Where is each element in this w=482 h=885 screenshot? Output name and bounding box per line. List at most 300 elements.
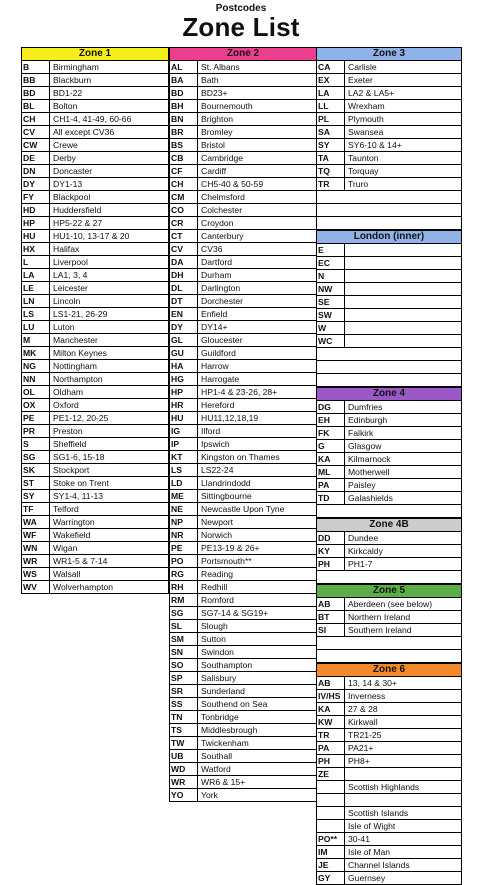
postcode-area: BN (170, 113, 198, 125)
postcode-row (21, 230, 169, 243)
empty-row (316, 505, 462, 518)
postcode-row (21, 61, 169, 74)
postcode-area: S (22, 438, 50, 450)
area-name: Slough (201, 621, 228, 631)
postcode-row (316, 152, 462, 165)
area-name: Channel Islands (348, 860, 410, 870)
area-name: Bath (201, 75, 219, 85)
area-name: Chelmsford (201, 192, 245, 202)
area-name: Galashields (348, 493, 393, 503)
postcode-area: TN (170, 711, 198, 723)
area-name: Nottingham (53, 361, 97, 371)
postcode-area: WF (22, 529, 50, 541)
postcode-row (169, 360, 317, 373)
postcode-row (21, 399, 169, 412)
postcode-area: ME (170, 490, 198, 502)
postcode-area: IG (170, 425, 198, 437)
postcode-area: BL (22, 100, 50, 112)
postcode-area: CV (22, 126, 50, 138)
postcode-row (169, 594, 317, 607)
postcode-area: W (317, 322, 345, 334)
area-name: Swansea (348, 127, 384, 137)
postcode-row (316, 690, 462, 703)
postcode-area: SI (317, 624, 345, 636)
area-name: Luton (53, 322, 75, 332)
postcode-area: NR (170, 529, 198, 541)
postcode-row (169, 178, 317, 191)
postcode-row (21, 451, 169, 464)
postcode-area: AB (317, 598, 345, 610)
postcode-row (21, 152, 169, 165)
postcode-area: KA (317, 453, 345, 465)
postcode-area: HX (22, 243, 50, 255)
area-name: Scottish Islands (348, 808, 409, 818)
area-name: Dartford (201, 257, 233, 267)
area-name: Truro (348, 179, 369, 189)
postcode-area: DH (170, 269, 198, 281)
postcode-area: CR (170, 217, 198, 229)
postcode-area: CA (317, 61, 345, 73)
postcode-row (169, 152, 317, 165)
area-name: 27 & 28 (348, 704, 378, 714)
postcode-area (317, 820, 345, 832)
postcode-row (316, 624, 462, 637)
postcode-row (316, 846, 462, 859)
area-name: All except CV36 (53, 127, 115, 137)
postcode-area: BT (317, 611, 345, 623)
postcode-area: LL (317, 100, 345, 112)
postcode-row (21, 516, 169, 529)
postcode-area: SY (22, 490, 50, 502)
postcode-row (169, 646, 317, 659)
area-name (345, 309, 461, 321)
area-name: Ipswich (201, 439, 230, 449)
area-name: Blackburn (53, 75, 92, 85)
postcode-area: ML (317, 466, 345, 478)
postcode-area: PA (317, 742, 345, 754)
postcode-row (169, 750, 317, 763)
postcode-area: LE (22, 282, 50, 294)
postcode-area: HU (22, 230, 50, 242)
area-name: Sheffield (53, 439, 87, 449)
postcode-row (169, 503, 317, 516)
postcode-area: SG (170, 607, 198, 619)
postcode-row (169, 165, 317, 178)
postcode-area: WD (170, 763, 198, 775)
postcode-area: WN (22, 542, 50, 554)
postcode-area: WR (170, 776, 198, 788)
postcode-area (317, 807, 345, 819)
area-name: CV36 (201, 244, 223, 254)
postcode-row (169, 581, 317, 594)
postcode-row (316, 479, 462, 492)
postcode-area: DG (317, 401, 345, 413)
area-name: Milton Keynes (53, 348, 107, 358)
postcode-area: SN (170, 646, 198, 658)
area-name: Plymouth (348, 114, 384, 124)
postcode-row (21, 477, 169, 490)
area-name: CH5-40 & 50-59 (201, 179, 264, 189)
postcode-area: HA (170, 360, 198, 372)
area-name (345, 270, 461, 282)
area-name: 13, 14 & 30+ (348, 678, 397, 688)
area-name: Newcastle Upon Tyne (201, 504, 285, 514)
area-name: Dundee (348, 533, 379, 543)
postcode-row (169, 737, 317, 750)
area-name: Stockport (53, 465, 90, 475)
area-name: Guernsey (348, 873, 386, 883)
area-name: Oxford (53, 400, 79, 410)
empty-row (316, 348, 462, 361)
postcode-area: NG (22, 360, 50, 372)
area-name: SY1-4, 11-13 (53, 491, 104, 501)
area-name: CH1-4, 41-49, 60-66 (53, 114, 132, 124)
postcode-area: EX (317, 74, 345, 86)
postcode-row (316, 139, 462, 152)
postcode-row (169, 633, 317, 646)
area-name: Southern Ireland (348, 625, 412, 635)
postcode-row (316, 113, 462, 126)
zone5-header: Zone 5 (316, 584, 462, 598)
postcode-area: PH (317, 755, 345, 767)
postcode-row (169, 269, 317, 282)
postcode-row (169, 191, 317, 204)
postcode-row (169, 347, 317, 360)
empty-row (316, 637, 462, 650)
area-name: Halifax (53, 244, 80, 254)
area-name: Kirkcaldy (348, 546, 383, 556)
postcode-area: NP (170, 516, 198, 528)
london-header: London (inner) (316, 230, 462, 244)
area-name: Canterbury (201, 231, 244, 241)
area-name: Falkirk (348, 428, 374, 438)
postcode-area: BA (170, 74, 198, 86)
area-name: Motherwell (348, 467, 390, 477)
postcode-row (169, 529, 317, 542)
postcode-area: LS (22, 308, 50, 320)
postcode-row (169, 711, 317, 724)
postcode-row (169, 620, 317, 633)
postcode-area: LS (170, 464, 198, 476)
postcode-area: HR (170, 399, 198, 411)
postcode-row (316, 872, 462, 885)
area-name: HU1-10, 13-17 & 20 (53, 231, 130, 241)
area-name: Guildford (201, 348, 236, 358)
postcode-area: AB (317, 677, 345, 689)
postcode-row (169, 87, 317, 100)
area-name: Stoke on Trent (53, 478, 109, 488)
postcode-row (21, 139, 169, 152)
postcode-row (316, 794, 462, 807)
postcode-area: PO (170, 555, 198, 567)
postcode-row (169, 113, 317, 126)
area-name: Swindon (201, 647, 234, 657)
area-name: Bolton (53, 101, 78, 111)
postcode-area: KA (317, 703, 345, 715)
postcode-row (316, 126, 462, 139)
postcode-row (21, 113, 169, 126)
postcode-area: UB (170, 750, 198, 762)
postcode-row (316, 309, 462, 322)
area-name: Norwich (201, 530, 233, 540)
area-name: Colchester (201, 205, 243, 215)
area-name: LA2 & LA5+ (348, 88, 395, 98)
zone3-header: Zone 3 (316, 47, 462, 61)
postcode-area: SO (170, 659, 198, 671)
postcode-row (316, 466, 462, 479)
postcode-area: TS (170, 724, 198, 736)
postcode-row (169, 139, 317, 152)
postcode-row (169, 282, 317, 295)
postcode-row (21, 503, 169, 516)
area-name: SY6-10 & 14+ (348, 140, 402, 150)
area-name: Twickenham (201, 738, 249, 748)
zone2-header: Zone 2 (169, 47, 317, 61)
postcode-row (316, 716, 462, 729)
area-name: Huddersfield (53, 205, 102, 215)
area-name: 30-41 (348, 834, 370, 844)
postcode-area: RH (170, 581, 198, 593)
postcode-row (316, 833, 462, 846)
postcode-row (169, 230, 317, 243)
postcode-row (21, 568, 169, 581)
postcode-area: E (317, 244, 345, 256)
postcode-area: IM (317, 846, 345, 858)
area-name: BD1-22 (53, 88, 83, 98)
postcode-area: SL (170, 620, 198, 632)
postcode-row (316, 453, 462, 466)
area-name: Sittingbourne (201, 491, 252, 501)
area-name: Torquay (348, 166, 379, 176)
postcode-row (21, 295, 169, 308)
postcode-row (21, 191, 169, 204)
postcode-area: DY (22, 178, 50, 190)
postcode-area: TW (170, 737, 198, 749)
area-name: Glasgow (348, 441, 382, 451)
postcode-area: CH (170, 178, 198, 190)
postcode-row (21, 555, 169, 568)
postcode-row (21, 490, 169, 503)
area-name: Preston (53, 426, 83, 436)
empty-row (316, 361, 462, 374)
postcode-area: PO** (317, 833, 345, 845)
postcode-area: BB (22, 74, 50, 86)
postcode-row (316, 729, 462, 742)
area-name: DY14+ (201, 322, 228, 332)
postcode-area: AL (170, 61, 198, 73)
postcode-area: KT (170, 451, 198, 463)
zone4b-header: Zone 4B (316, 518, 462, 532)
area-name: Birmingham (53, 62, 99, 72)
postcode-area: BR (170, 126, 198, 138)
postcode-area: TF (22, 503, 50, 515)
page-supertitle: Postcodes (215, 3, 267, 14)
area-name: Darlington (201, 283, 241, 293)
area-name: Doncaster (53, 166, 93, 176)
postcode-area: SW (317, 309, 345, 321)
postcode-area: YO (170, 789, 198, 801)
postcode-area: PE (22, 412, 50, 424)
area-name: PA21+ (348, 743, 374, 753)
postcode-area: WC (317, 335, 345, 347)
area-name: Tonbridge (201, 712, 239, 722)
area-name: Telford (53, 504, 79, 514)
postcode-area: KW (317, 716, 345, 728)
empty-row (316, 571, 462, 584)
postcode-row (316, 677, 462, 690)
postcode-row (169, 386, 317, 399)
postcode-row (169, 568, 317, 581)
postcode-row (21, 581, 169, 594)
area-name: Derby (53, 153, 76, 163)
postcode-area: IV/HS (317, 690, 345, 702)
area-name: Bournemouth (201, 101, 253, 111)
postcode-row (316, 257, 462, 270)
postcode-row (21, 529, 169, 542)
area-name (345, 768, 461, 780)
postcode-area: HP (170, 386, 198, 398)
postcode-row (21, 165, 169, 178)
area-name: Lincoln (53, 296, 81, 306)
postcode-area: SY (317, 139, 345, 151)
area-name: Oldham (53, 387, 84, 397)
zone1-header: Zone 1 (21, 47, 169, 61)
area-name: BD23+ (201, 88, 228, 98)
area-name: Aberdeen (see below) (348, 599, 433, 609)
area-name: Bromley (201, 127, 233, 137)
postcode-row (316, 165, 462, 178)
postcode-row (316, 335, 462, 348)
postcode-row (169, 685, 317, 698)
postcode-area: CT (170, 230, 198, 242)
area-name: PH8+ (348, 756, 370, 766)
postcode-area: WA (22, 516, 50, 528)
postcode-row (169, 672, 317, 685)
postcode-area: CO (170, 204, 198, 216)
area-name: PE1-12, 20-25 (53, 413, 109, 423)
postcode-area: LN (22, 295, 50, 307)
postcode-row (316, 61, 462, 74)
postcode-row (316, 532, 462, 545)
postcode-area: BD (22, 87, 50, 99)
postcode-row (169, 659, 317, 672)
postcode-area: PL (317, 113, 345, 125)
postcode-row (21, 334, 169, 347)
area-name: Northampton (53, 374, 103, 384)
postcode-row (316, 296, 462, 309)
postcode-area: SK (22, 464, 50, 476)
postcode-area: OX (22, 399, 50, 411)
postcode-row (169, 516, 317, 529)
area-name: Croydon (201, 218, 234, 228)
postcode-row (21, 204, 169, 217)
area-name: Kilmarnock (348, 454, 391, 464)
area-name: Portsmouth** (201, 556, 252, 566)
area-name: HP1-4 & 23-26, 28+ (201, 387, 278, 397)
area-name: Brighton (201, 114, 234, 124)
area-name: York (201, 790, 218, 800)
postcode-area: HP (22, 217, 50, 229)
postcode-area: CM (170, 191, 198, 203)
postcode-row (316, 283, 462, 296)
postcode-area: LA (317, 87, 345, 99)
area-name: Salisbury (201, 673, 237, 683)
postcode-row (21, 438, 169, 451)
postcode-row (21, 100, 169, 113)
postcode-area: FK (317, 427, 345, 439)
postcode-area: KY (317, 545, 345, 557)
zone-2-column (169, 47, 317, 802)
area-name: Edinburgh (348, 415, 388, 425)
postcode-area: CB (170, 152, 198, 164)
area-name: Taunton (348, 153, 379, 163)
postcode-row (169, 412, 317, 425)
empty-row (316, 191, 462, 204)
postcode-area: SG (22, 451, 50, 463)
postcode-area: PR (22, 425, 50, 437)
postcode-row (169, 776, 317, 789)
postcode-row (316, 178, 462, 191)
postcode-row (21, 347, 169, 360)
postcode-area: NN (22, 373, 50, 385)
area-name (345, 283, 461, 295)
postcode-area: CF (170, 165, 198, 177)
empty-row (316, 204, 462, 217)
area-name: WR6 & 15+ (201, 777, 246, 787)
area-name: SG7-14 & SG19+ (201, 608, 269, 618)
area-name (345, 244, 461, 256)
postcode-area: LU (22, 321, 50, 333)
postcode-row (316, 755, 462, 768)
postcode-row (169, 607, 317, 620)
postcode-area: SR (170, 685, 198, 697)
area-name: Dumfries (348, 402, 383, 412)
postcode-area: SS (170, 698, 198, 710)
postcode-row (316, 492, 462, 505)
postcode-row (169, 295, 317, 308)
postcode-row (21, 269, 169, 282)
postcode-row (21, 464, 169, 477)
postcode-row (21, 243, 169, 256)
area-name: Harrow (201, 361, 229, 371)
postcode-row (169, 477, 317, 490)
postcode-row (316, 414, 462, 427)
postcode-row (316, 768, 462, 781)
postcode-row (169, 789, 317, 802)
postcode-row (316, 244, 462, 257)
area-name: LA1, 3, 4 (53, 270, 88, 280)
postcode-row (316, 807, 462, 820)
postcode-area: N (317, 270, 345, 282)
postcode-area: EN (170, 308, 198, 320)
postcode-row (316, 87, 462, 100)
area-name: Sunderland (201, 686, 245, 696)
area-name: SG1-6, 15-18 (53, 452, 105, 462)
area-name: Reading (201, 569, 234, 579)
postcode-area: WV (22, 581, 50, 593)
area-name: Cambridge (201, 153, 244, 163)
area-name (345, 322, 461, 334)
postcode-row (169, 243, 317, 256)
area-name (345, 296, 461, 308)
postcode-row (21, 282, 169, 295)
postcode-area (317, 794, 345, 806)
area-name: PH1-7 (348, 559, 373, 569)
postcode-area: SE (317, 296, 345, 308)
postcode-row (169, 542, 317, 555)
postcode-area: M (22, 334, 50, 346)
area-name: Ilford (201, 426, 221, 436)
